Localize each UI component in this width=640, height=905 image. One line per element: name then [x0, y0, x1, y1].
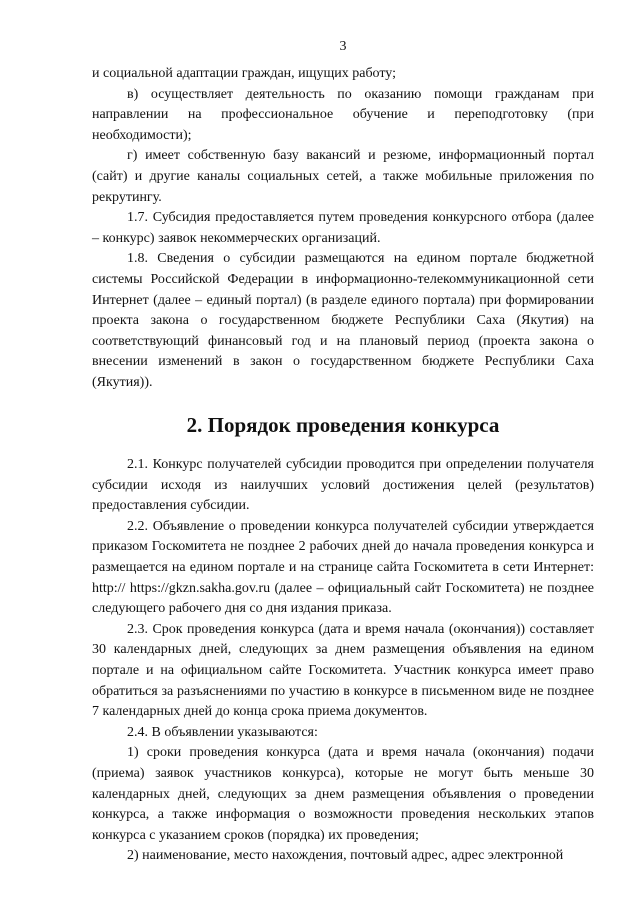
paragraph-bottom-1: 2.2. Объявление о проведении конкурса получателей субсидии утверждается приказом Госкомитета не позднее 2 рабочих дней до начала проведения конкурса и размещается на едином портале и на странице сайта Госкомитета в сети Интернет: http:// https://gkzn.sakha.gov.ru (далее – официальный сайт Госкомитета) не позднее следующего рабочего дня со дня издания приказа. [92, 518, 594, 617]
paragraph-top-2: г) имеет собственную базу вакансий и резюме, информационный портал (сайт) и другие каналы социальных сетей, а также мобильные приложения по рекрутингу. [92, 148, 594, 205]
paragraph-bottom-5: 2) наименование, место нахождения, почтовый адрес, адрес электронной [127, 848, 564, 864]
paragraph-bottom-3: 2.4. В объявлении указываются: [127, 724, 318, 740]
paragraph-top-4: 1.8. Сведения о субсидии размещаются на едином портале бюджетной системы Российской Федерации в информационно-телекоммуникационной сети Интернет (далее – единый портал) (в разделе единого портала) при формировании проекта закона о государственном бюджете Республики Саха (Якутия) на соответствующий финансовый год и на плановый период (проекта закона о внесении изменений в закон о государственном бюджете Республики Саха (Якутия)). [92, 251, 594, 390]
paragraph-top-1: в) осуществляет деятельность по оказанию помощи гражданам при направлении на профессиональное обучение и переподготовку (при необходимости); [92, 86, 594, 143]
paragraph-bottom-4: 1) сроки проведения конкурса (дата и время начала (окончания) подачи (приема) заявок участников конкурса), которые не могут быть меньше 30 календарных дней, следующих за днем размещения объявления о проведении конкурса, а также информация о возможности проведения нескольких этапов конкурса с указанием сроков (порядка) их проведения; [92, 745, 594, 843]
paragraph-top-3: 1.7. Субсидия предоставляется путем проведения конкурсного отбора (далее – конкурс) заявок некоммерческих организаций. [92, 210, 594, 246]
paragraph-bottom-0: 2.1. Конкурс получателей субсидии проводится при определении получателя субсидии исходя из наилучших условий достижения целей (результатов) предоставления субсидии. [92, 457, 594, 514]
section-heading: 2. Порядок проведения конкурса [186, 412, 500, 437]
document-page [92, 38, 594, 867]
page-number: 3 [339, 39, 347, 54]
paragraph-top-0: и социальной адаптации граждан, ищущих работу; [92, 66, 397, 81]
paragraph-bottom-2: 2.3. Срок проведения конкурса (дата и время начала (окончания)) составляет 30 календарных дней, следующих за днем размещения объявления на едином портале и на официальном сайте Госкомитета. Участник конкурса имеет право обратиться за разъяснениями по участию в конкурсе в письменном виде не позднее 7 календарных дней до конца срока приема документов. [92, 621, 594, 720]
